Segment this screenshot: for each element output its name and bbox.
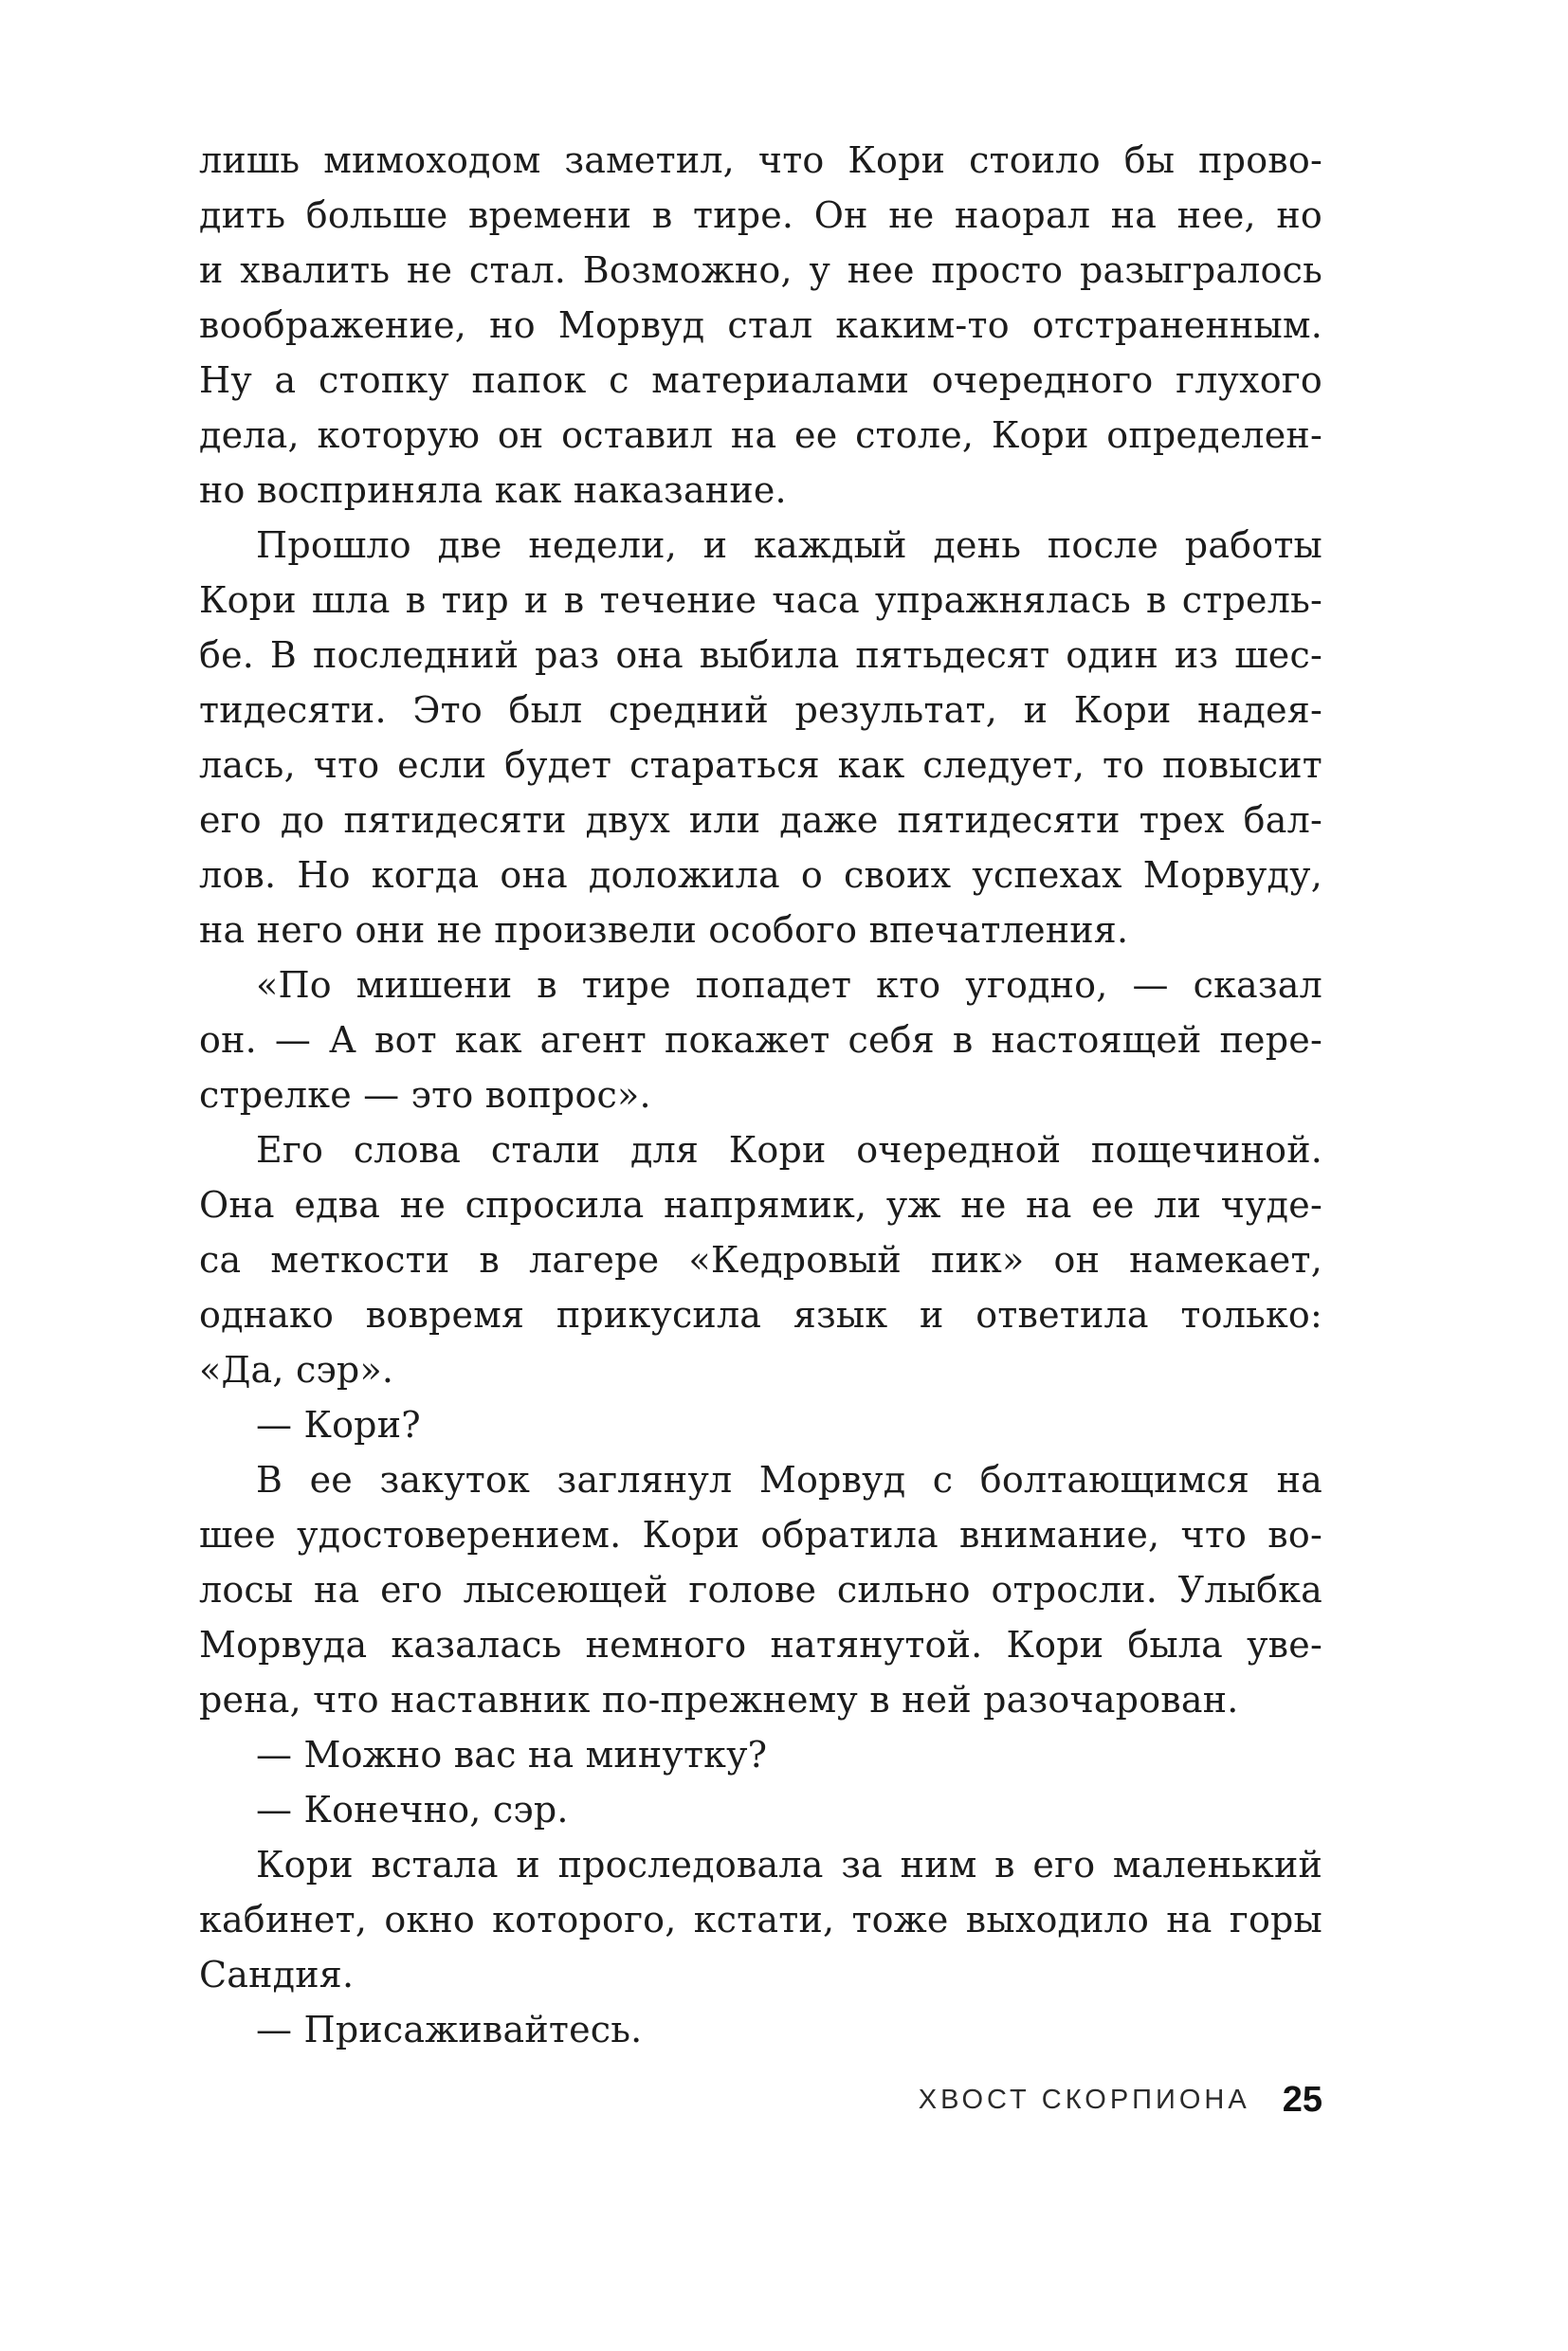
text-line: он. — А вот как агент покажет себя в настоящей пере- (199, 1019, 1322, 1061)
text-line: стрелке — это вопрос». (199, 1074, 651, 1116)
text-line: Прошло две недели, и каждый день после работы (256, 524, 1322, 566)
text-line: В ее закуток заглянул Морвуд с болтающимся на (256, 1459, 1322, 1501)
page-body (199, 133, 1322, 2057)
text-line: са меткости в лагере «Кедровый пик» он намекает, (199, 1239, 1322, 1281)
text-line: бе. В последний раз она выбила пятьдесят один из шес- (199, 634, 1322, 676)
text-line: кабинет, окно которого, кстати, тоже выходило на горы (199, 1899, 1322, 1941)
text-line: — Конечно, сэр. (256, 1789, 569, 1831)
page-number: 25 (1282, 2079, 1322, 2120)
text-line: Морвуда казалась немного натянутой. Кори была уве- (199, 1624, 1322, 1666)
running-title: ХВОСТ СКОРПИОНА (918, 2084, 1250, 2115)
text-line: лосы на его лысеющей голове сильно отросли. Улыбка (199, 1569, 1322, 1611)
text-line: однако вовремя прикусила язык и ответила только: (199, 1294, 1322, 1336)
text-line: дить больше времени в тире. Он не наорал на нее, но (199, 194, 1322, 236)
text-line: лов. Но когда она доложила о своих успехах Морвуду, (199, 854, 1322, 896)
text-line: Кори встала и проследовала за ним в его маленький (256, 1844, 1322, 1886)
text-line: Сандия. (199, 1954, 355, 1996)
page-footer (199, 2076, 1322, 2123)
text-line: рена, что наставник по-прежнему в ней разочарован. (199, 1679, 1239, 1721)
text-line: Ну а стопку папок с материалами очередного глухого (199, 359, 1322, 401)
text-line: лишь мимоходом заметил, что Кори стоило бы прово- (199, 139, 1322, 181)
text-line: на него они не произвели особого впечатления. (199, 909, 1129, 951)
text-line: Кори шла в тир и в течение часа упражнялась в стрель- (199, 579, 1322, 621)
text-line: «По мишени в тире попадет кто угодно, — сказал (256, 964, 1322, 1006)
text-line: дела, которую он оставил на ее столе, Кори определен- (199, 414, 1322, 456)
text-line: и хвалить не стал. Возможно, у нее просто разыгралось (199, 249, 1322, 291)
text-line: тидесяти. Это был средний результат, и Кори надея- (199, 689, 1322, 731)
text-line: его до пятидесяти двух или даже пятидесяти трех бал- (199, 799, 1322, 841)
text-line: — Присаживайтесь. (256, 2009, 643, 2050)
text-line: воображение, но Морвуд стал каким-то отстраненным. (199, 304, 1322, 346)
text-line: лась, что если будет стараться как следует, то повысит (199, 744, 1322, 786)
text-line: — Кори? (256, 1404, 421, 1446)
text-line: шее удостоверением. Кори обратила внимание, что во- (199, 1514, 1322, 1556)
text-line: «Да, сэр». (199, 1349, 394, 1391)
text-line: но восприняла как наказание. (199, 469, 787, 511)
text-line: Она едва не спросила напрямик, уж не на ее ли чуде- (199, 1184, 1322, 1226)
text-line: — Можно вас на минутку? (256, 1734, 768, 1776)
text-line: Его слова стали для Кори очередной пощечиной. (256, 1129, 1322, 1171)
